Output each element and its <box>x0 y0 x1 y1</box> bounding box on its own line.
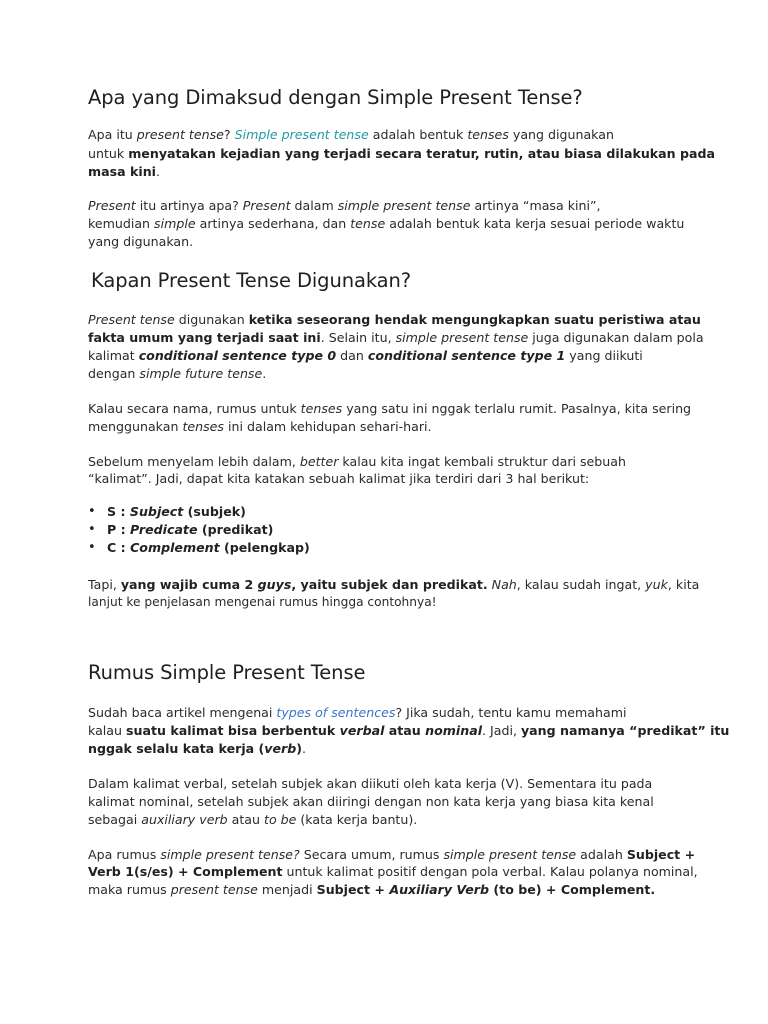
list-item: • P : Predicate (predikat) <box>88 521 310 539</box>
paragraph-line: lanjut ke penjelasan mengenai rumus hingga contohnya! <box>88 595 437 609</box>
paragraph-line: Apa itu present tense? Simple present tense adalah bentuk tenses yang digunakan <box>88 127 614 142</box>
paragraph-line: fakta umum yang terjadi saat ini. Selain itu, simple present tense juga digunakan dalam pola <box>88 330 704 345</box>
paragraph-line: untuk menyatakan kejadian yang terjadi secara teratur, rutin, atau biasa dilakukan pada <box>88 146 716 161</box>
paragraph-line: yang digunakan. <box>88 234 194 249</box>
paragraph-line: Present itu artinya apa? Present dalam simple present tense artinya “masa kini”, <box>88 198 601 213</box>
paragraph-line: maka rumus present tense menjadi Subject + Auxiliary Verb (to be) + Complement. <box>88 882 656 897</box>
link-types-of-sentences[interactable]: types of sentences <box>276 705 396 720</box>
paragraph-line: kemudian simple artinya sederhana, dan tense adalah bentuk kata kerja sesuai periode waktu <box>88 216 685 231</box>
paragraph-line: sebagai auxiliary verb atau to be (kata kerja bantu). <box>88 812 418 827</box>
paragraph-line: menggunakan tenses ini dalam kehidupan sehari-hari. <box>88 419 432 434</box>
paragraph-line: Verb 1(s/es) + Complement untuk kalimat positif dengan pola verbal. Kalau polanya nominal, <box>88 864 698 879</box>
paragraph-line: kalimat conditional sentence type 0 dan conditional sentence type 1 yang diikuti <box>88 348 643 363</box>
link-simple-present-tense[interactable]: Simple present tense <box>234 127 369 142</box>
paragraph-line: kalimat nominal, setelah subjek akan diiringi dengan non kata kerja yang biasa kita kenal <box>88 794 654 809</box>
paragraph-line: Sudah baca artikel mengenai types of sentences? Jika sudah, tentu kamu memahami <box>88 705 627 720</box>
heading-formula: Rumus Simple Present Tense <box>88 661 366 684</box>
paragraph-line: Dalam kalimat verbal, setelah subjek akan diikuti oleh kata kerja (V). Sementara itu pada <box>88 776 653 791</box>
paragraph-line: kalau suatu kalimat bisa berbentuk verbal atau nominal. Jadi, yang namanya “predikat” itu <box>88 723 730 738</box>
paragraph-line: Present tense digunakan ketika seseorang hendak mengungkapkan suatu peristiwa atau <box>88 312 701 327</box>
list-item: • C : Complement (pelengkap) <box>88 539 310 557</box>
paragraph-line: dengan simple future tense. <box>88 366 267 381</box>
paragraph-line: Tapi, yang wajib cuma 2 guys, yaitu subjek dan predikat. Nah, kalau sudah ingat, yuk, kita <box>88 577 700 592</box>
list-item: • S : Subject (subjek) <box>88 503 310 521</box>
paragraph-line: Apa rumus simple present tense? Secara umum, rumus simple present tense adalah Subject + <box>88 847 696 862</box>
paragraph-line: Kalau secara nama, rumus untuk tenses yang satu ini nggak terlalu rumit. Pasalnya, kita sering <box>88 401 692 416</box>
sentence-parts-list <box>88 503 310 557</box>
paragraph-line: nggak selalu kata kerja (verb). <box>88 741 307 756</box>
heading-when-used: Kapan Present Tense Digunakan? <box>91 269 412 292</box>
paragraph-line: masa kini. <box>88 164 160 179</box>
heading-simple-present-definition: Apa yang Dimaksud dengan Simple Present Tense? <box>88 86 583 109</box>
paragraph-line: Sebelum menyelam lebih dalam, better kalau kita ingat kembali struktur dari sebuah <box>88 454 626 469</box>
paragraph-line: “kalimat”. Jadi, dapat kita katakan sebuah kalimat jika terdiri dari 3 hal berikut: <box>88 471 590 486</box>
